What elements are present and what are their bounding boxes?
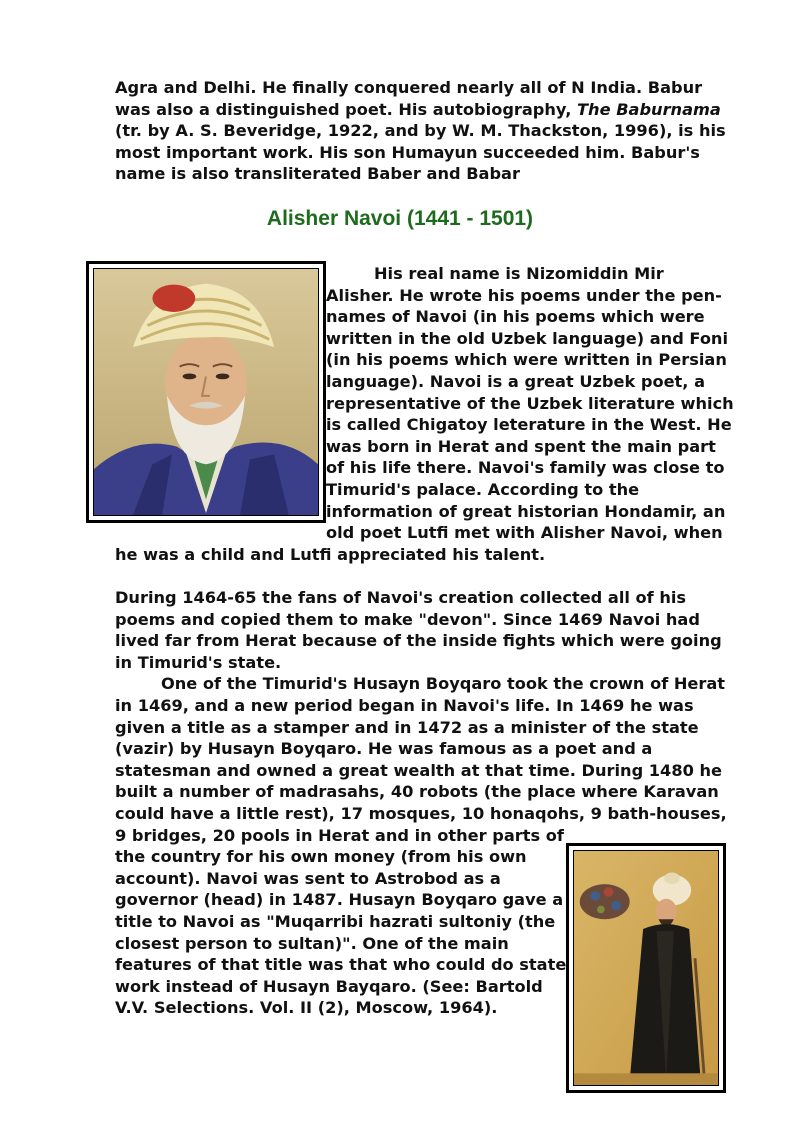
body-line: work instead of Husayn Bayqaro. (See: Bartold	[115, 976, 543, 996]
bio-line: he was a child and Lutfi appreciated his talent.	[115, 544, 546, 564]
body-line: in Timurid's state.	[115, 652, 282, 672]
body-line: lived far from Herat because of the inside fights which were going	[115, 631, 722, 651]
bio-line: His real name is Nizomiddin Mir	[374, 264, 664, 283]
intro-line: (tr. by A. S. Beveridge, 1922, and by W. M. Thackston, 1996), is his	[115, 121, 726, 141]
intro-line: most important work. His son Humayun succeeded him. Babur's	[115, 142, 700, 162]
body-line: could have a little rest), 17 mosques, 10 honaqohs, 9 bath-houses,	[115, 803, 727, 823]
bio-line: old poet Lutfi met with Alisher Navoi, when	[326, 523, 723, 543]
intro-line	[115, 99, 726, 121]
body-line: in 1469, and a new period began in Navoi's life. In 1469 he was	[115, 695, 694, 715]
body-line: given a title as a stamper and in 1472 as a minister of the state	[115, 717, 699, 737]
intro-line-text: was also a distinguished poet. His autobiography,	[115, 99, 572, 119]
bio-paragraph	[115, 263, 734, 565]
miniature-image	[573, 850, 719, 1086]
bio-line: Alisher. He wrote his poems under the pen-	[326, 285, 722, 305]
bio-line: is called Chigatoy leterature in the West. He	[326, 415, 732, 435]
body-line: built a number of madrasahs, 40 robots (the place where Karavan	[115, 782, 719, 802]
bio-line: names of Navoi (in his poems which were	[326, 307, 705, 327]
bio-line: of his life there. Navoi's family was close to	[326, 458, 725, 478]
body-line: poems and copied them to make "devon". Since 1469 Navoi had	[115, 609, 700, 629]
body-line: title to Navoi as "Muqarribi hazrati sultoniy (the	[115, 911, 556, 931]
body-line: the country for his own money (from his own	[115, 847, 527, 867]
body-line: governor (head) in 1487. Husayn Boyqaro gave a	[115, 890, 564, 910]
miniature-painting	[574, 851, 718, 1085]
body-line: account). Navoi was sent to Astrobod as a	[115, 868, 501, 888]
bio-line: Timurid's palace. According to the	[326, 479, 640, 499]
body-line: features of that title was that who could do state	[115, 955, 567, 975]
body-line: statesman and owned a great wealth at that time. During 1480 he	[115, 760, 722, 780]
intro-paragraph	[115, 77, 726, 185]
bio-line: was born in Herat and spent the main part	[326, 436, 716, 456]
body-line: (vazir) by Husayn Boyqaro. He was famous as a poet and a	[115, 739, 653, 759]
bio-line: information of great historian Hondamir, an	[326, 501, 726, 521]
bio-line: representative of the Uzbek literature which	[326, 393, 734, 413]
body-line: closest person to sultan)". One of the main	[115, 933, 509, 953]
bio-line: (in his poems which were written in Persian	[326, 350, 727, 370]
intro-line: name is also transliterated Baber and Babar	[115, 164, 520, 184]
section-title: Alisher Navoi (1441 - 1501)	[266, 207, 534, 230]
intro-line: Agra and Delhi. He finally conquered nearly all of N India. Babur	[115, 78, 703, 97]
bio-line: written in the old Uzbek language) and Foni	[326, 328, 729, 348]
body-line: 9 bridges, 20 pools in Herat and in other parts of	[115, 825, 564, 845]
bio-line: language). Navoi is a great Uzbek poet, a	[326, 371, 705, 391]
body-line: V.V. Selections. Vol. II (2), Moscow, 1964).	[115, 998, 498, 1018]
miniature-frame	[566, 843, 726, 1093]
body-line: During 1464-65 the fans of Navoi's creation collected all of his	[115, 588, 687, 607]
book-title: The Baburnama	[577, 99, 721, 119]
body-line: One of the Timurid's Husayn Boyqaro took the crown of Herat	[161, 674, 726, 694]
